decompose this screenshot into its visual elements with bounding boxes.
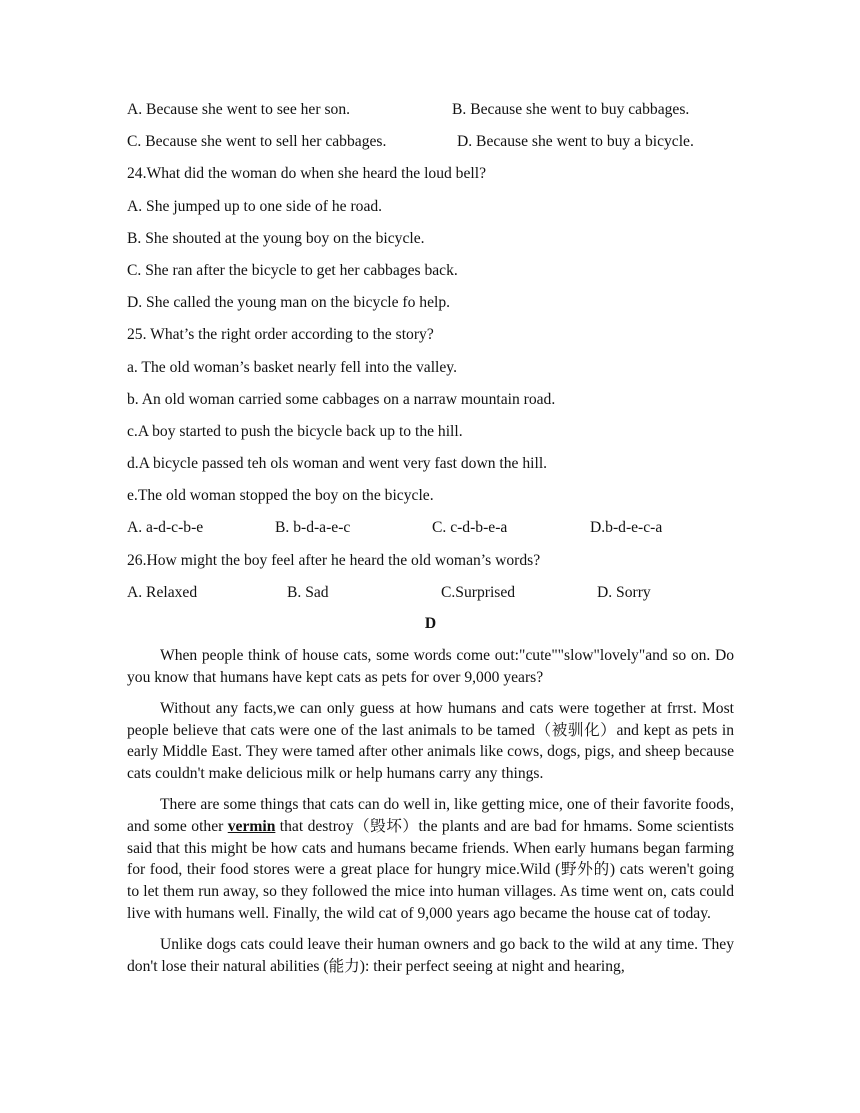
q25-item-c: c.A boy started to push the bicycle back up to the hill. (127, 422, 463, 440)
q26-option-c: C.Surprised (441, 583, 516, 601)
q23-option-d: D. Because she went to buy a bicycle. (457, 133, 694, 151)
passage-paragraph-4: Unlike dogs cats could leave their human owners and go back to the wild at any time. They don't lose their natural abilities (能力): their perfect seeing at night and hearing, (127, 935, 734, 975)
q25-option-a: A. a-d-c-b-e (127, 519, 204, 537)
section-d-heading: D (424, 615, 437, 632)
q25-item-d: d.A bicycle passed teh ols woman and went very fast down the hill. (127, 455, 548, 473)
q25-option-c: C. c-d-b-e-a (432, 519, 508, 537)
q26-question: 26.How might the boy feel after he heard the old woman’s words? (127, 551, 541, 569)
q25-item-b: b. An old woman carried some cabbages on a narraw mountain road. (127, 390, 556, 408)
q24-option-a: A. She jumped up to one side of he road. (127, 197, 383, 215)
q25-item-a: a. The old woman’s basket nearly fell into the valley. (127, 358, 457, 376)
q23-options-row-1 (127, 96, 734, 128)
q24-option-d: D. She called the young man on the bicycle fo help. (127, 294, 451, 312)
q25-option-b: B. b-d-a-e-c (275, 519, 351, 537)
q24-question: 24.What did the woman do when she heard the loud bell? (127, 165, 486, 183)
passage-paragraph-1: When people think of house cats, some words come out:"cute""slow"lovely"and so on. Do you know that humans have kept cats as pets for over 9,000 years? (127, 647, 734, 686)
q25-option-d: D.b-d-e-c-a (590, 519, 663, 537)
q23-option-c: C. Because she went to sell her cabbages. (127, 133, 387, 151)
passage-paragraph-2: Without any facts,we can only guess at how humans and cats were together at frrst. Most people believe that cats were one of the last animals to be tamed（被驯化）and kept as pets in early Middle East. They were tamed after other animals like cows, dogs, pigs, and sheep because cats couldn't make delicious milk or help humans carry any things. (127, 699, 734, 783)
q24-option-b: B. She shouted at the young boy on the bicycle. (127, 229, 425, 247)
page (127, 96, 734, 977)
q26-option-b: B. Sad (287, 583, 329, 601)
q23-options-row-2 (127, 128, 734, 160)
q25-question: 25. What’s the right order according to the story? (127, 326, 434, 344)
q25-options-row (127, 514, 734, 546)
q24-option-c: C. She ran after the bicycle to get her cabbages back. (127, 261, 458, 279)
q26-option-d: D. Sorry (597, 583, 651, 601)
q23-option-a: A. Because she went to see her son. (127, 101, 351, 118)
q25-item-e: e.The old woman stopped the boy on the bicycle. (127, 487, 434, 505)
q26-option-a: A. Relaxed (127, 583, 198, 601)
p3-text-after: that destroy（毁坏）the plants and are bad for hmams. Some scientists said that this might be how cats and humans became friends. When early humans began farming for food, their food stores were a great place for hungry mice.Wild (野外的) cats weren't going to let them run away, so they followed the mice into human villages. As time went on, cats could live with humans well. Finally, the wild cat of 9,000 years ago became the house cat of today. (127, 817, 734, 922)
p3-text-before: There are some things that cats can do well in, like getting mice, one of their favorite foods, and some other (127, 796, 734, 835)
q23-option-b: B. Because she went to buy cabbages. (452, 101, 690, 118)
vermin-keyword: vermin (227, 817, 276, 835)
q26-options-row (127, 579, 734, 611)
passage-paragraph-3 (127, 794, 734, 924)
